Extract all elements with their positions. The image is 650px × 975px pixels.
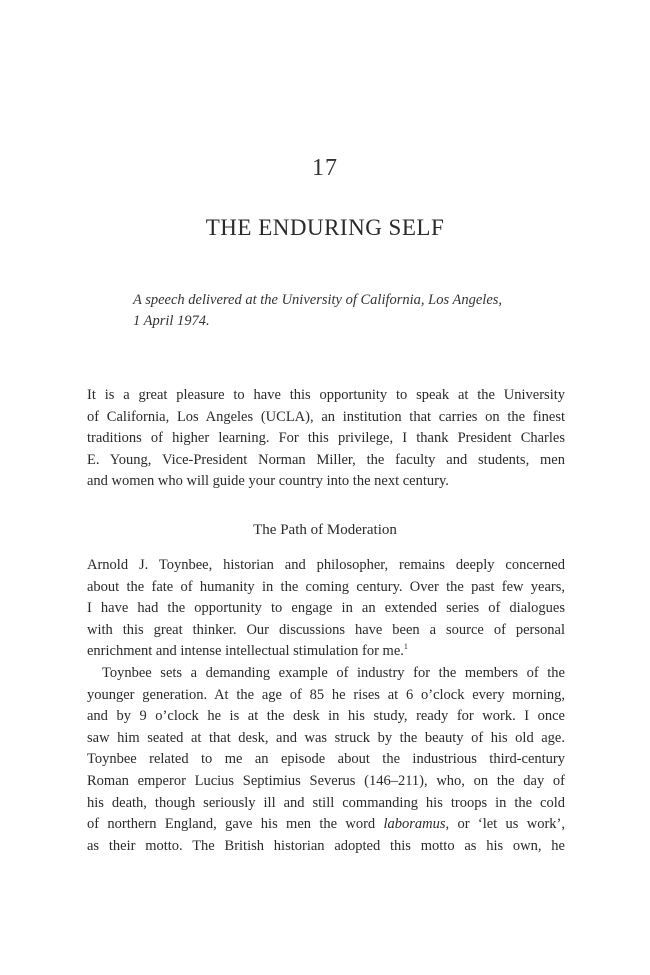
- text-line: his death, though seriously ill and still commanding his troops in the cold: [87, 794, 565, 811]
- text-fragment: of northern England, gave his men the word: [87, 816, 384, 833]
- text-line: Toynbee related to me an episode about the industrious third-century: [87, 751, 565, 768]
- text-line: as their motto. The British historian adopted this motto as his own, he: [87, 837, 565, 854]
- chapter-number: 17: [312, 155, 338, 181]
- text-line: with this great thinker. Our discussions have been a source of personal: [87, 621, 565, 638]
- text-line: Toynbee sets a demanding example of industry for the members of the: [102, 664, 565, 681]
- chapter-title: THE ENDURING SELF: [205, 215, 445, 240]
- text-line: Roman emperor Lucius Septimius Severus (146–211), who, on the day of: [87, 772, 565, 789]
- text-line-with-footnote: [87, 641, 565, 663]
- text-line: It is a great pleasure to have this opportunity to speak at the University: [87, 387, 565, 403]
- latin-word: laboramus: [383, 816, 446, 833]
- text-fragment: enrichment and intense intellectual stimulation for me.: [87, 643, 404, 660]
- text-line: of California, Los Angeles (UCLA), an institution that carries on the finest: [87, 408, 565, 425]
- text-line: about the fate of humanity in the coming century. Over the past few years,: [87, 578, 565, 595]
- intro-paragraph: [87, 385, 565, 493]
- footnote-reference[interactable]: 1: [403, 642, 408, 652]
- epigraph-line: 1 April 1974.: [133, 313, 210, 329]
- text-line: Arnold J. Toynbee, historian and philosopher, remains deeply concerned: [87, 557, 565, 573]
- text-line-with-latin: [87, 814, 565, 836]
- epigraph: [133, 290, 533, 332]
- epigraph-line: A speech delivered at the University of California, Los Angeles,: [133, 292, 503, 308]
- text-line: younger generation. At the age of 85 he rises at 6 o’clock every morning,: [87, 686, 565, 703]
- text-line: and by 9 o’clock he is at the desk in his study, ready for work. I once: [87, 708, 565, 725]
- text-fragment: , or ‘let us work’,: [445, 816, 566, 833]
- section-body: [87, 555, 565, 857]
- text-line: I have had the opportunity to engage in an extended series of dialogues: [87, 600, 565, 617]
- text-line: saw him seated at that desk, and was struck by the beauty of his old age.: [87, 729, 565, 746]
- section-heading: The Path of Moderation: [253, 522, 397, 538]
- text-line: E. Young, Vice-President Norman Miller, the faculty and students, men: [87, 451, 565, 468]
- text-line: traditions of higher learning. For this privilege, I thank President Charles: [87, 430, 565, 446]
- text-line: and women who will guide your country into the next century.: [87, 473, 449, 489]
